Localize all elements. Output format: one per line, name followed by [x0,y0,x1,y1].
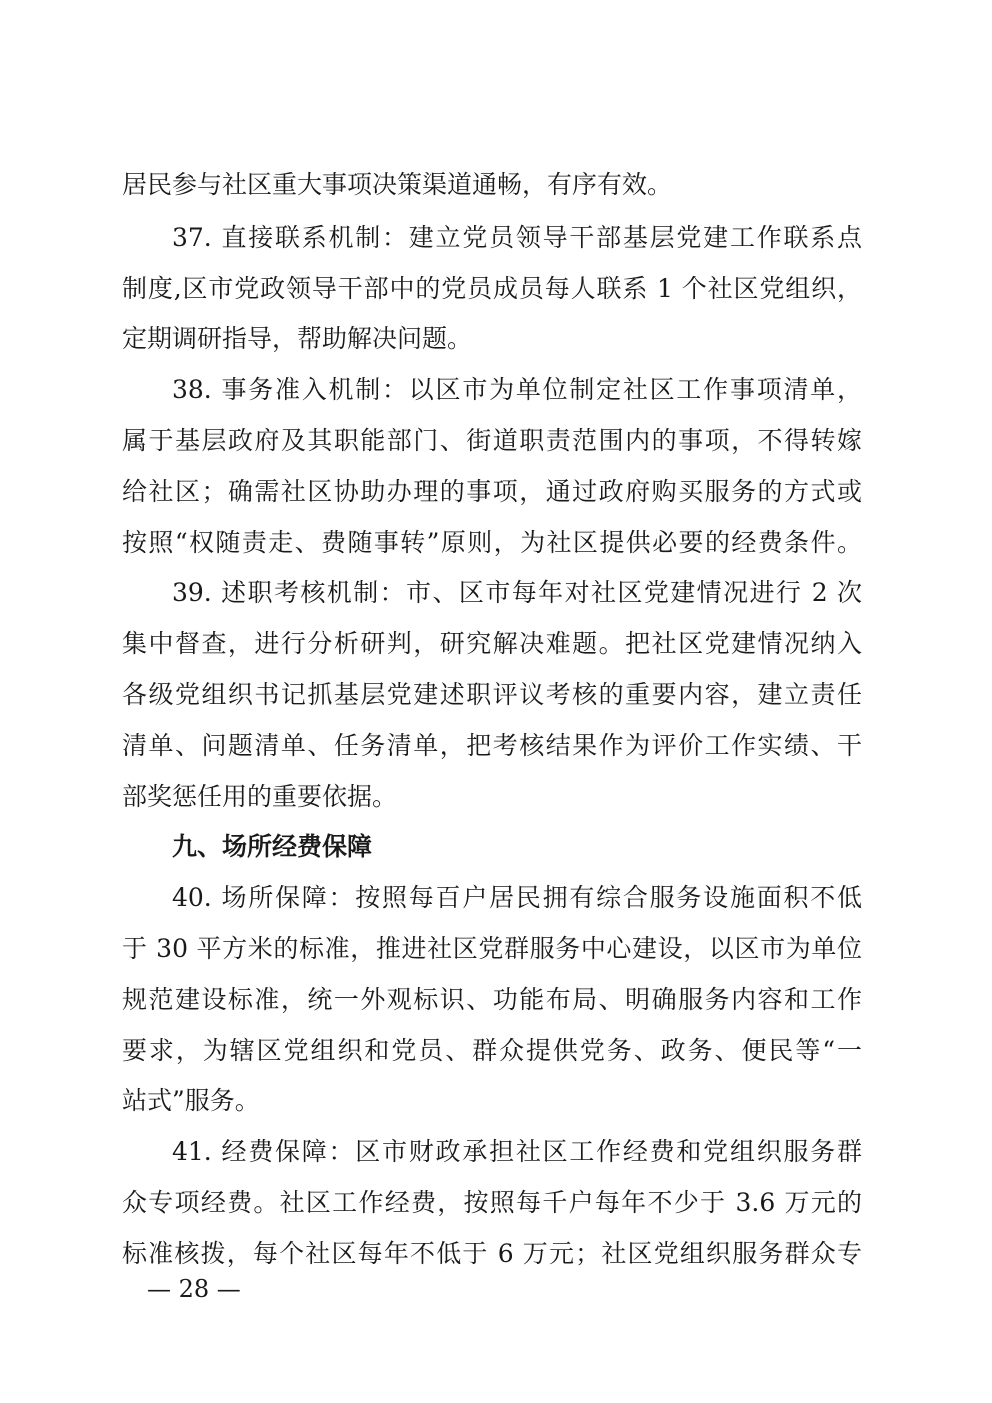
text-line: 给社区；确需社区协助办理的事项，通过政府购买服务的方式或 [122,477,862,506]
text-line: 集中督查，进行分析研判，研究解决难题。把社区党建情况纳入 [122,629,862,658]
text-line: 居民参与社区重大事项决策渠道通畅，有序有效。 [122,170,673,199]
section-heading: 九、场所经费保障 [172,832,373,861]
text-line: 按照“权随责走、费随事转”原则，为社区提供必要的经费条件。 [122,528,862,557]
text-line: 于 30 平方米的标准，推进社区党群服务中心建设，以区市为单位 [122,934,862,963]
text-line: 规范建设标准，统一外观标识、功能布局、明确服务内容和工作 [122,985,862,1014]
text-line: 要求，为辖区党组织和党员、群众提供党务、政务、便民等“一 [122,1036,862,1065]
text-line: 40. 场所保障：按照每百户居民拥有综合服务设施面积不低 [172,883,862,912]
text-line: 标准核拨，每个社区每年不低于 6 万元；社区党组织服务群众专 [122,1239,862,1268]
text-line: 清单、问题清单、任务清单，把考核结果作为评价工作实绩、干 [122,731,862,760]
text-line: 39. 述职考核机制：市、区市每年对社区党建情况进行 2 次 [172,578,862,607]
text-line: 41. 经费保障：区市财政承担社区工作经费和党组织服务群 [172,1137,862,1166]
text-line: 制度,区市党政领导干部中的党员成员每人联系 1 个社区党组织， [122,274,862,303]
text-line: 属于基层政府及其职能部门、街道职责范围内的事项，不得转嫁 [122,426,862,455]
text-line: 各级党组织书记抓基层党建述职评议考核的重要内容，建立责任 [122,680,862,709]
text-line: 众专项经费。社区工作经费，按照每千户每年不少于 3.6 万元的 [122,1188,862,1217]
text-line: 站式”服务。 [122,1086,260,1115]
text-line: 定期调研指导，帮助解决问题。 [122,324,473,353]
text-line: 37. 直接联系机制：建立党员领导干部基层党建工作联系点 [172,223,862,252]
text-line: 部奖惩任用的重要依据。 [122,782,398,811]
text-line: 38. 事务准入机制：以区市为单位制定社区工作事项清单， [172,375,862,404]
page-number: — 28 — [147,1275,241,1303]
